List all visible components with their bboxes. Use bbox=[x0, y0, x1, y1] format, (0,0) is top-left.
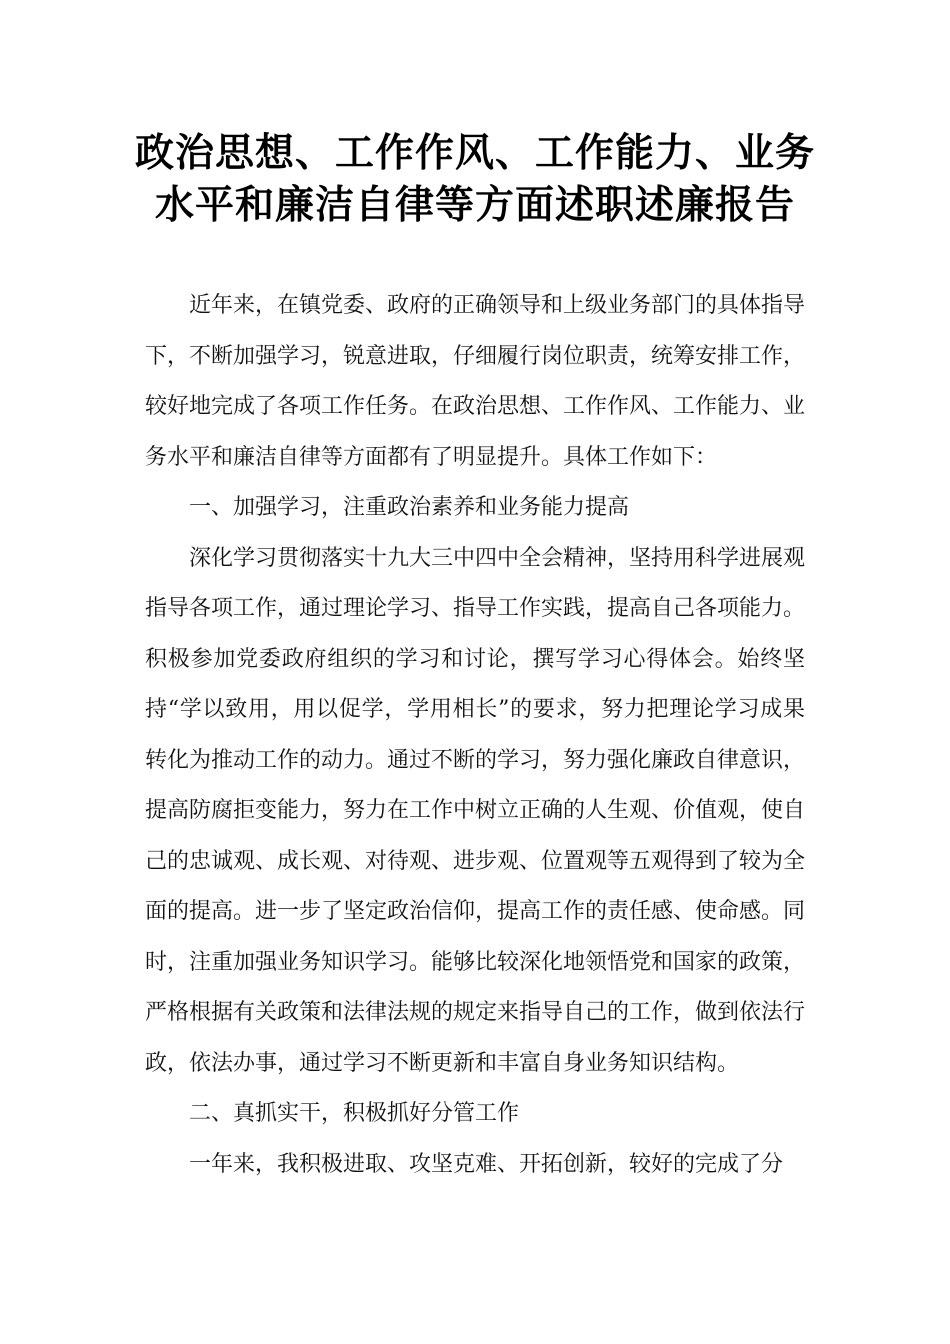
title-line-2: 水平和廉洁自律等方面述职述廉报告 bbox=[154, 183, 795, 228]
section-1-paragraph: 深化学习贯彻落实十九大三中四中全会精神，坚持用科学进展观指导各项工作，通过理论学习、指导工作实践，提高自己各项能力。积极参加党委政府组织的学习和讨论，撰写学习心得体会。始终坚持“学以致用，用以促学，学用相长”的要求，努力把理论学习成果转化为推动工作的动力。通过不断的学习，努力强化廉政自律意识，提高防腐拒变能力，努力在工作中树立正确的人生观、价值观，使自己的忠诚观、成长观、对待观、进步观、位置观等五观得到了较为全面的提高。进一步了坚定政治信仰，提高工作的责任感、使命感。同时，注重加强业务知识学习。能够比较深化地领悟党和国家的政策，严格根据有关政策和法律法规的规定来指导自己的工作，做到依法行政，依法办事，通过学习不断更新和丰富自身业务知识结构。 bbox=[145, 545, 806, 1076]
section-2-heading: 二、真抓实干，积极抓好分管工作 bbox=[189, 1101, 520, 1126]
title-line-1: 政治思想、工作作风、工作能力、业务 bbox=[134, 131, 815, 176]
intro-paragraph: 近年来，在镇党委、政府的正确领导和上级业务部门的具体指导下，不断加强学习，锐意进取，仔细履行岗位职责，统筹安排工作，较好地完成了各项工作任务。在政治思想、工作作风、工作能力、业务水平和廉洁自律等方面都有了明显提升。具体工作如下： bbox=[145, 293, 806, 470]
document-body bbox=[145, 281, 805, 1190]
document-title bbox=[120, 128, 830, 232]
section-2-paragraph: 一年来，我积极进取、攻坚克难、开拓创新，较好的完成了分 bbox=[189, 1151, 784, 1177]
section-1-heading: 一、加强学习，注重政治素养和业务能力提高 bbox=[189, 495, 630, 520]
